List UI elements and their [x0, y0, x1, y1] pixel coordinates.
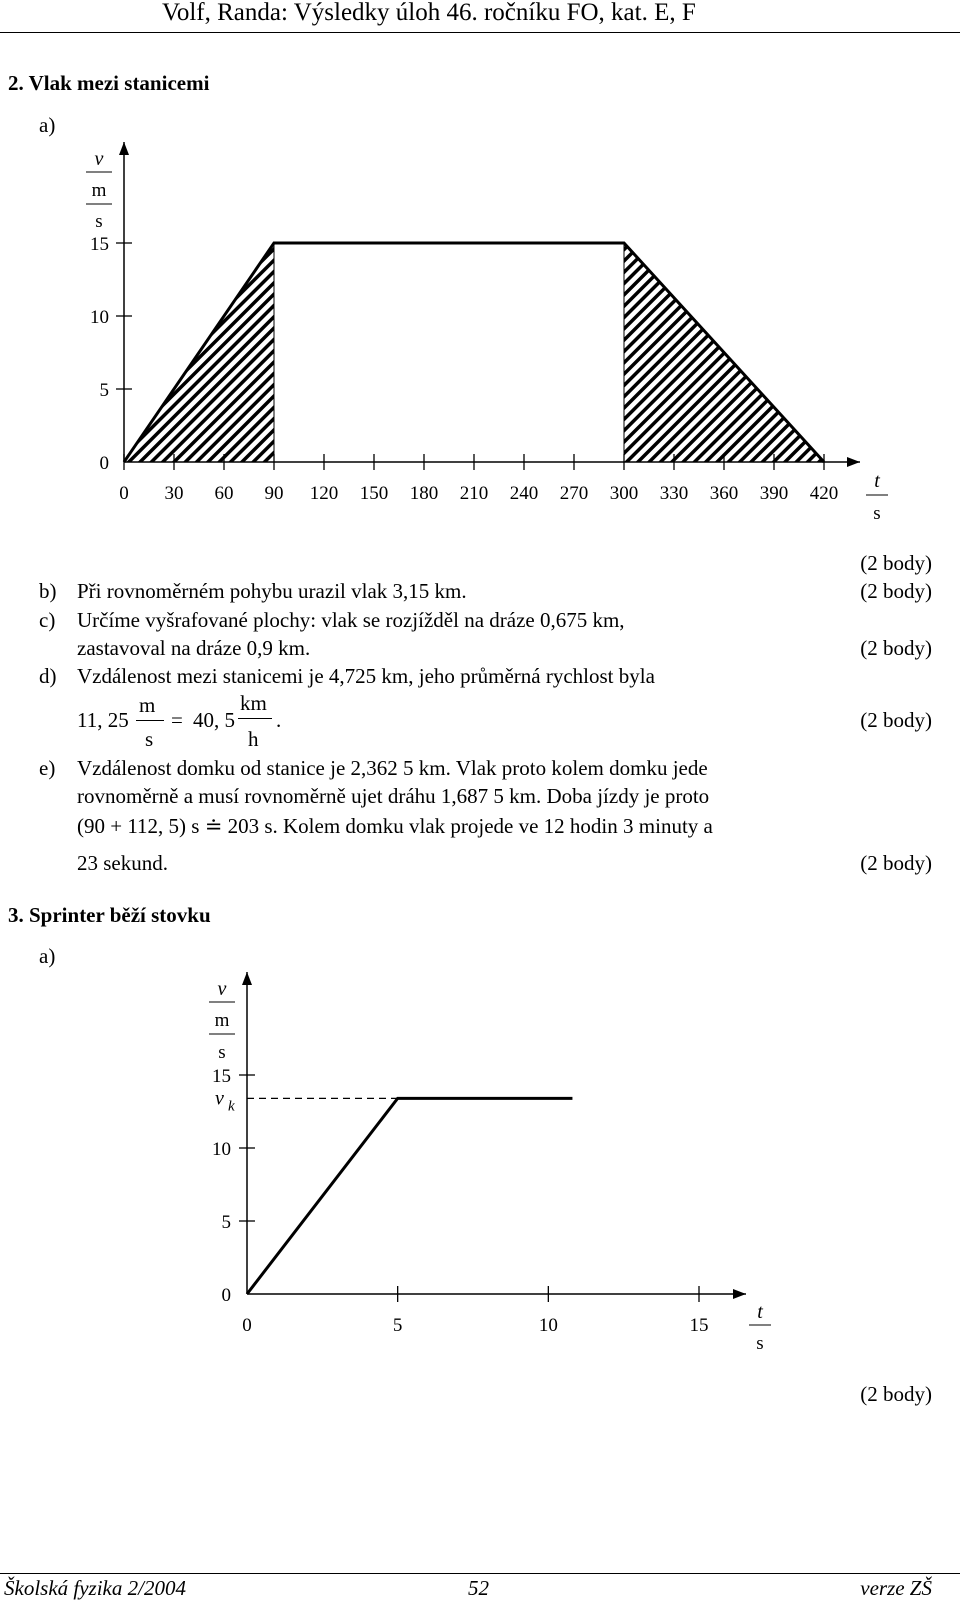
part-c-text-2: zastavoval na dráze 0,9 km.	[77, 636, 311, 660]
x-tick-label: 330	[659, 483, 689, 504]
x-tick-label: 30	[164, 483, 184, 504]
e-text-3: . Kolem domku vlak projede ve 12 hodin 3 minuty a	[272, 814, 713, 838]
points-2b: (2 body)	[860, 579, 932, 603]
x-tick-label: 210	[459, 483, 489, 504]
x-axis-symbol: t	[757, 1301, 763, 1323]
x-tick-label: 60	[214, 483, 234, 504]
x-tick-label: 150	[359, 483, 389, 504]
y-axis-symbol: v	[94, 148, 104, 170]
d-unit-2-den: h	[248, 727, 259, 751]
part-d-text: Vzdálenost mezi stanicemi je 4,725 km, jeho průměrná rychlost byla	[77, 664, 655, 688]
part-b-text: Při rovnoměrném pohybu urazil vlak 3,15 km.	[77, 579, 467, 603]
x-axis-arrow	[847, 457, 860, 467]
x-axis-unit: s	[873, 503, 881, 524]
points-2e: (2 body)	[860, 851, 932, 875]
y-axis-unit-num: m	[214, 1010, 230, 1031]
points-2c: (2 body)	[860, 636, 932, 660]
vk-subscript: k	[228, 1098, 235, 1115]
x-axis-arrow	[733, 1289, 746, 1299]
footer-rule	[0, 1573, 960, 1574]
points-3a: (2 body)	[860, 1382, 932, 1406]
y-tick-label: 0	[221, 1285, 231, 1306]
x-axis-symbol: t	[874, 470, 880, 492]
x-tick-label: 420	[809, 483, 839, 504]
y-tick-label: 5	[99, 380, 109, 401]
d-value-2: 40, 5	[193, 708, 235, 732]
x-tick-label: 90	[264, 483, 284, 504]
x-tick-label: 240	[509, 483, 539, 504]
x-tick-label: 360	[709, 483, 739, 504]
part-c-label: c)	[39, 608, 56, 632]
vk-label: v	[215, 1087, 224, 1110]
d-period: .	[276, 708, 282, 732]
section-3-heading: 3. Sprinter běží stovku	[8, 903, 211, 927]
x-tick-label: 5	[392, 1315, 403, 1336]
points-2a: (2 body)	[860, 551, 932, 575]
y-tick-label: 15	[212, 1066, 231, 1087]
part-3a-label: a)	[39, 944, 56, 968]
footer-version: verze ZŠ	[860, 1576, 932, 1600]
x-tick-label: 120	[309, 483, 339, 504]
part-e-line-3	[77, 816, 713, 837]
e-formula: (90 + 112, 5) s ≐ 203 s	[77, 814, 273, 838]
y-axis-arrow	[119, 142, 129, 155]
part-d-label: d)	[39, 664, 57, 688]
part-a-label: a)	[39, 113, 56, 137]
footer-journal: Školská fyzika 2/2004	[4, 1576, 186, 1600]
footer-page-number: 52	[468, 1576, 489, 1600]
x-tick-label: 180	[409, 483, 439, 504]
x-axis-unit: s	[756, 1333, 764, 1354]
d-unit-2-num: km	[240, 691, 267, 715]
x-tick-label: 0	[242, 1315, 252, 1336]
d-unit-1-num: m	[139, 693, 156, 717]
d-equals: =	[171, 708, 183, 732]
sprinter-velocity-line	[247, 1098, 572, 1294]
section-2-heading: 2. Vlak mezi stanicemi	[8, 71, 210, 95]
x-tick-label: 0	[119, 483, 129, 504]
x-tick-label: 270	[559, 483, 589, 504]
x-tick-label: 300	[609, 483, 639, 504]
part-b-label: b)	[39, 579, 57, 603]
y-tick-label: 5	[221, 1212, 231, 1233]
x-tick-label: 390	[759, 483, 789, 504]
part-e-text-2: rovnoměrně a musí rovnoměrně ujet dráhu 1,687 5 km. Doba jízdy je proto	[77, 784, 710, 808]
d-fraction-bar-1	[136, 720, 164, 721]
y-axis-unit-den: s	[218, 1042, 226, 1063]
x-tick-label: 15	[689, 1315, 709, 1336]
y-tick-label: 10	[212, 1139, 231, 1160]
part-e-text-1: Vzdálenost domku od stanice je 2,362 5 km. Vlak proto kolem domku jede	[77, 756, 708, 780]
d-value-1: 11, 25	[77, 708, 129, 732]
part-c-text-1: Určíme vyšrafované plochy: vlak se rozjížděl na dráze 0,675 km,	[77, 608, 625, 632]
y-tick-label: 0	[99, 453, 109, 474]
x-tick-label: 10	[538, 1315, 558, 1336]
part-e-label: e)	[39, 756, 56, 780]
y-tick-label: 15	[90, 234, 109, 255]
y-tick-label: 10	[90, 307, 109, 328]
y-axis-arrow	[242, 972, 252, 985]
page-header: Volf, Randa: Výsledky úloh 46. ročníku FO, kat. E, F	[162, 0, 696, 26]
d-unit-1-den: s	[145, 727, 154, 751]
points-2d: (2 body)	[860, 708, 932, 732]
y-axis-unit-den: s	[95, 211, 103, 232]
d-fraction-bar-2	[238, 718, 272, 719]
y-axis-symbol: v	[217, 978, 227, 1000]
part-e-text-4: 23 sekund.	[77, 851, 168, 875]
y-axis-unit-num: m	[91, 180, 107, 201]
